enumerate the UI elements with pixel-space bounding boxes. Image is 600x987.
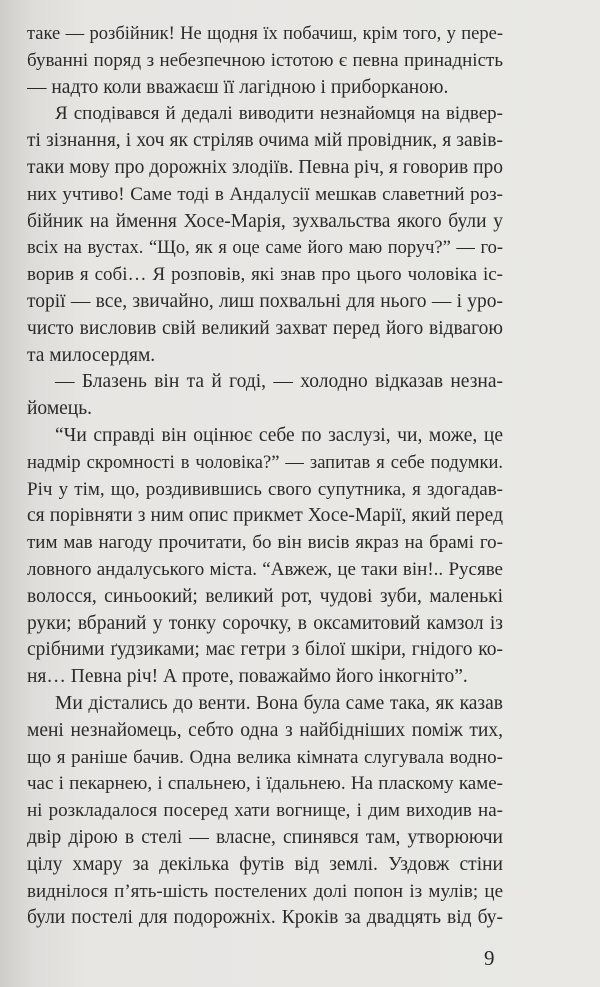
text-line: Ми дістались до венти. Вона була саме така, як казав: [55, 692, 503, 714]
text-line: таке — розбійник! Не щодня їх побачиш, крім того, у пере-: [27, 24, 503, 44]
text-line: волосся, синьоокий; великий рот, чудові зуби, маленькі: [27, 585, 503, 607]
text-line: торії — все, звичайно, лиш похвальні для нього — і уро-: [27, 290, 503, 312]
text-line: чисто висловив свій великий захват перед його відвагою: [27, 317, 503, 339]
text-line: надмір скромності в чоловіка?” — запитав я себе подумки.: [27, 452, 503, 473]
text-line: “Чи справді він оцінює себе по заслузі, чи, може, це: [55, 424, 503, 446]
text-line: Річ у тім, що, роздивившись свого супутника, я здогадав-: [27, 478, 503, 500]
text-line: ся порівняти з ним опис прикмет Хосе-Марії, який перед: [27, 505, 503, 527]
text-line: — надто коли вважаєш її лагідною і приборканою.: [27, 76, 449, 98]
text-line: та милосердям.: [27, 344, 156, 366]
text-line: що я раніше бачив. Одна велика кімната слугувала водно-: [27, 746, 503, 768]
text-line: ловного андалуського міста. “Авжеж, це таки він!.. Русяве: [27, 558, 503, 580]
text-line: йомець.: [27, 398, 93, 420]
text-line: руки; вбраний у тонку сорочку, в оксамитовий камзол із: [27, 612, 503, 634]
text-line: ня… Певна річ! А проте, поважаймо його інкогніто”.: [27, 666, 468, 688]
text-line: Я сподівався й дедалі виводити незнайомця на відвер-: [55, 103, 503, 125]
text-line: виднілося п’ять-шість постелених долі попон із мулів; це: [27, 880, 503, 902]
text-line: час і пекарнею, і спальнею, і їдальнею. На пласкому каме-: [27, 773, 503, 795]
text-line: ні розкладалося посеред хати вогнище, і дим виходив на-: [27, 800, 503, 822]
text-line: них учтиво! Саме тоді в Андалусії мешкав славетний роз-: [27, 183, 503, 205]
text-line: цілу хмару за декілька футів від землі. Уздовж стіни: [27, 853, 503, 875]
text-line: мені незнайомець, себто одна з найбідніших поміж тих,: [27, 719, 503, 741]
text-line: двір дірою в стелі — власне, спинявся там, утворюючи: [27, 826, 503, 848]
text-line: бійник на ймення Хосе-Марія, зухвальства якого були у: [27, 210, 503, 232]
text-line: срібними ґудзиками; має гетри з білої шкіри, гнідого ко-: [27, 639, 503, 661]
book-page-text: [27, 21, 503, 932]
text-line: ті зізнання, і хоч як стріляв очима мій провідник, я завів-: [27, 130, 503, 152]
text-line: були постелі для подорожніх. Кроків за двадцять від бу-: [27, 907, 503, 929]
text-line: всіх на вустах. “Що, як я оце саме його маю поруч?” — го-: [27, 238, 503, 259]
text-line: таки мову про дорожніх злодіїв. Певна річ, я говорив про: [27, 156, 503, 178]
text-line: ворив я собі… Я розповів, які знав про цього чоловіка іс-: [27, 264, 503, 286]
page-number: 9: [484, 946, 495, 970]
text-line: буванні поряд з небезпечною істотою є певна принадність: [27, 49, 503, 71]
text-line: тим мав нагоду прочитати, бо він висів якраз на брамі го-: [27, 532, 503, 554]
text-line: — Блазень він та й годі, — холодно відказав незна-: [55, 371, 503, 393]
